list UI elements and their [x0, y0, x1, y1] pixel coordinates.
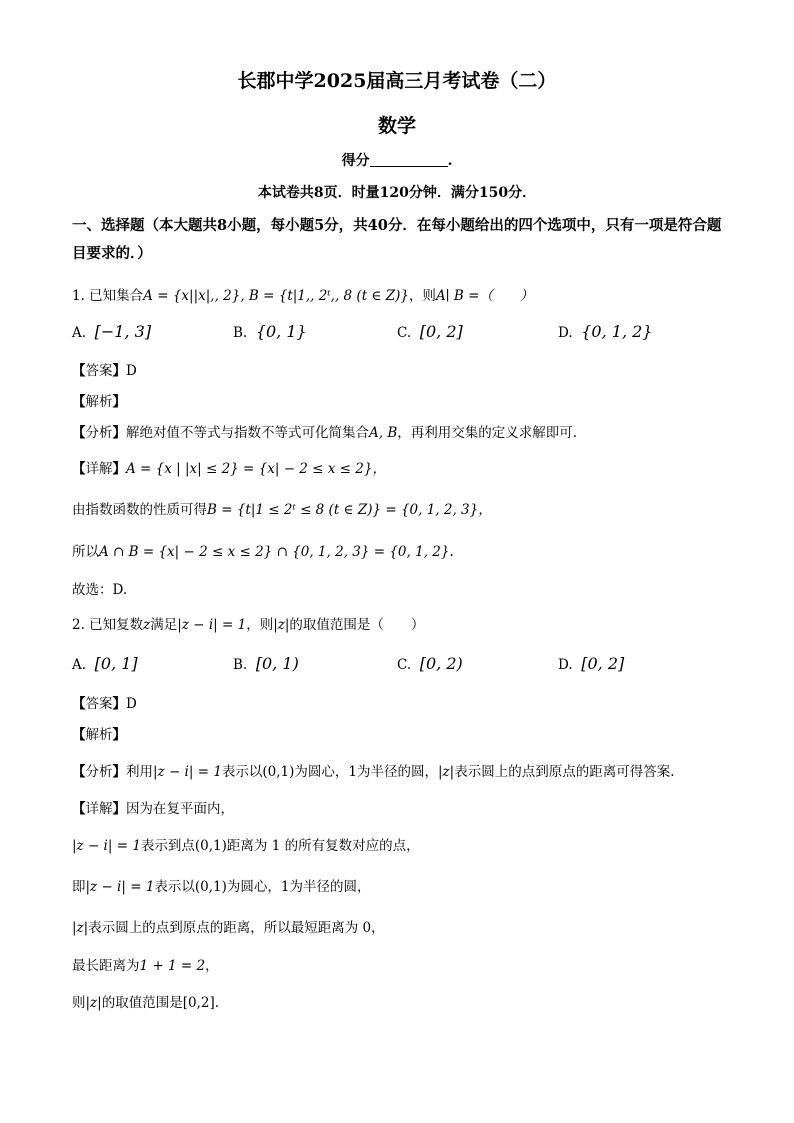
line-text: 表示以(0,1)为圆心，1为半径的圆，	[154, 879, 371, 895]
option-value: [0, 2]	[419, 322, 463, 341]
q1-answer: 【答案】D	[72, 363, 137, 379]
analysis-tag: 解析	[85, 727, 113, 743]
option-key: B.	[233, 657, 248, 673]
q2-option-d	[558, 654, 624, 673]
q1-option-b	[233, 322, 307, 341]
answer-tag: 答案	[85, 363, 113, 379]
fenxi-tag: 分析	[85, 764, 113, 780]
option-value: [0, 2)	[419, 654, 463, 673]
option-value: {0, 1, 2}	[581, 322, 653, 341]
line-prefix: 所以	[72, 544, 99, 560]
answer-tag: 答案	[85, 696, 113, 712]
fenxi-math: A, B	[369, 425, 398, 441]
q1-option-c	[397, 322, 463, 341]
q1-option-a	[72, 322, 151, 341]
section-title: 一、选择题（本大题共8小题，每小题5分，共40分．在每小题给出的四个选项中，只有一项是符合题目要求的．）	[72, 217, 722, 262]
q2-stem-z: z	[143, 617, 151, 633]
q1-ask: A∣ B =（ ）	[435, 288, 534, 304]
line-text: 表示圆上的点到原点的距离，所以最短距离为 0，	[88, 920, 385, 936]
option-key: D.	[558, 325, 573, 341]
xiangjie-line1: A = {x | |x| ≤ 2} = {x| − 2 ≤ x ≤ 2}，	[126, 461, 386, 477]
q2-option-a	[72, 654, 138, 673]
analysis-tag: 解析	[85, 394, 113, 410]
option-key: D.	[558, 657, 573, 673]
exam-info: 本试卷共8页．时量120分钟．满分150分．	[257, 185, 537, 201]
fenxi-text: 表示以(0,1)为圆心，1为半径的圆，	[221, 764, 438, 780]
line-prefix: 由指数函数的性质可得	[72, 502, 207, 518]
q1-stem	[72, 284, 533, 304]
q1-analysis-tag: 【解析】	[72, 394, 126, 410]
option-value: [0, 2]	[581, 654, 625, 673]
fenxi-math: |z − i| = 1	[153, 764, 222, 780]
answer-value: D	[126, 696, 137, 712]
fenxi-tail: ，再利用交集的定义求解即可.	[397, 425, 578, 441]
q1-line3	[72, 540, 454, 560]
q1-option-d	[558, 322, 652, 341]
line-math: A ∩ B = {x| − 2 ≤ x ≤ 2} ∩ {0, 1, 2, 3} = {0, 1, 2}.	[99, 544, 454, 560]
q1-stem-prefix: 1. 已知集合	[72, 288, 144, 304]
score-blank	[370, 152, 448, 167]
q2-stem-cond: |z − i| = 1	[177, 617, 247, 633]
line-math: B = {t|1 ≤ 2ᵗ ≤ 8 (t ∈ Z)} = {0, 1, 2, 3}，	[207, 502, 492, 518]
q2-line4	[72, 954, 219, 974]
q2-line3	[72, 916, 385, 936]
fenxi-text: 解绝对值不等式与指数不等式可化简集合	[126, 425, 369, 441]
option-key: A.	[72, 325, 87, 341]
line-math: 1 + 1 = 2	[139, 958, 206, 974]
option-key: B.	[233, 325, 248, 341]
q2-option-c	[397, 654, 463, 673]
q2-option-b	[233, 654, 299, 673]
option-key: C.	[397, 325, 412, 341]
xiangjie-text: 因为在复平面内，	[126, 801, 234, 817]
q1-conclusion: 故选：D.	[72, 582, 128, 598]
fenxi-text: 表示圆上的点到原点的距离可得答案.	[454, 764, 675, 780]
q2-line2	[72, 875, 371, 895]
line-tail: ，	[205, 958, 219, 974]
xiangjie-tag: 详解	[85, 801, 113, 817]
score-line	[0, 150, 794, 170]
q2-stem-abs: |z|	[273, 617, 290, 633]
q2-answer: 【答案】D	[72, 696, 137, 712]
subject-title: 数学	[377, 115, 416, 137]
fenxi-tag: 分析	[85, 425, 113, 441]
q2-fenxi: 【分析】利用|z − i| = 1表示以(0,1)为圆心，1为半径的圆，|z|表示圆上的点到原点的距离可得答案.	[72, 764, 675, 780]
line-prefix: 则	[72, 995, 86, 1011]
line-math: |z − i| = 1	[85, 879, 155, 895]
q2-stem-suffix: 的取值范围是（ ）	[289, 617, 425, 633]
line-text: 表示到点(0,1)距离为 1 的所有复数对应的点，	[140, 838, 420, 854]
q2-analysis-tag: 【解析】	[72, 727, 126, 743]
q2-line5	[72, 991, 219, 1011]
q2-stem-mid2: ，则	[246, 617, 274, 633]
option-key: C.	[397, 657, 412, 673]
option-value: {0, 1}	[255, 322, 307, 341]
q2-stem-prefix: 2. 已知复数	[72, 617, 144, 633]
q1-set-expr: A = {x||x|,, 2}, B = {t|1,, 2ᵗ,, 8 (t ∈ Z)}	[143, 288, 409, 304]
line-math: |z − i| = 1	[72, 838, 141, 854]
score-label: 得分	[341, 153, 370, 169]
fenxi-text: 利用	[126, 764, 153, 780]
fenxi-math: |z|	[438, 764, 455, 780]
q2-stem-mid: 满足	[150, 617, 178, 633]
option-value: [−1, 3]	[94, 322, 152, 341]
q1-line2	[72, 498, 492, 518]
q1-stem-suffix: ，则	[408, 288, 436, 304]
line-text: 最长距离为	[72, 958, 140, 974]
answer-value: D	[126, 363, 137, 379]
q1-fenxi: 【分析】解绝对值不等式与指数不等式可化简集合A, B，再利用交集的定义求解即可.	[72, 425, 578, 441]
xiangjie-tag: 详解	[85, 461, 113, 477]
q2-stem	[72, 613, 424, 633]
option-key: A.	[72, 657, 87, 673]
score-tail: .	[447, 153, 453, 169]
line-prefix: 即	[72, 879, 86, 895]
line-math: |z|	[85, 995, 102, 1011]
option-value: [0, 1]	[94, 654, 138, 673]
option-value: [0, 1)	[255, 654, 299, 673]
q1-xiangjie: 【详解】A = {x | |x| ≤ 2} = {x| − 2 ≤ x ≤ 2}，	[72, 461, 386, 477]
page-title: 长郡中学2025届高三月考试卷（二）	[237, 70, 557, 92]
line-math: |z|	[72, 920, 89, 936]
line-text: 的取值范围是[0,2].	[101, 995, 220, 1011]
q2-line1	[72, 834, 420, 854]
q2-xiangjie: 【详解】因为在复平面内，	[72, 801, 234, 817]
